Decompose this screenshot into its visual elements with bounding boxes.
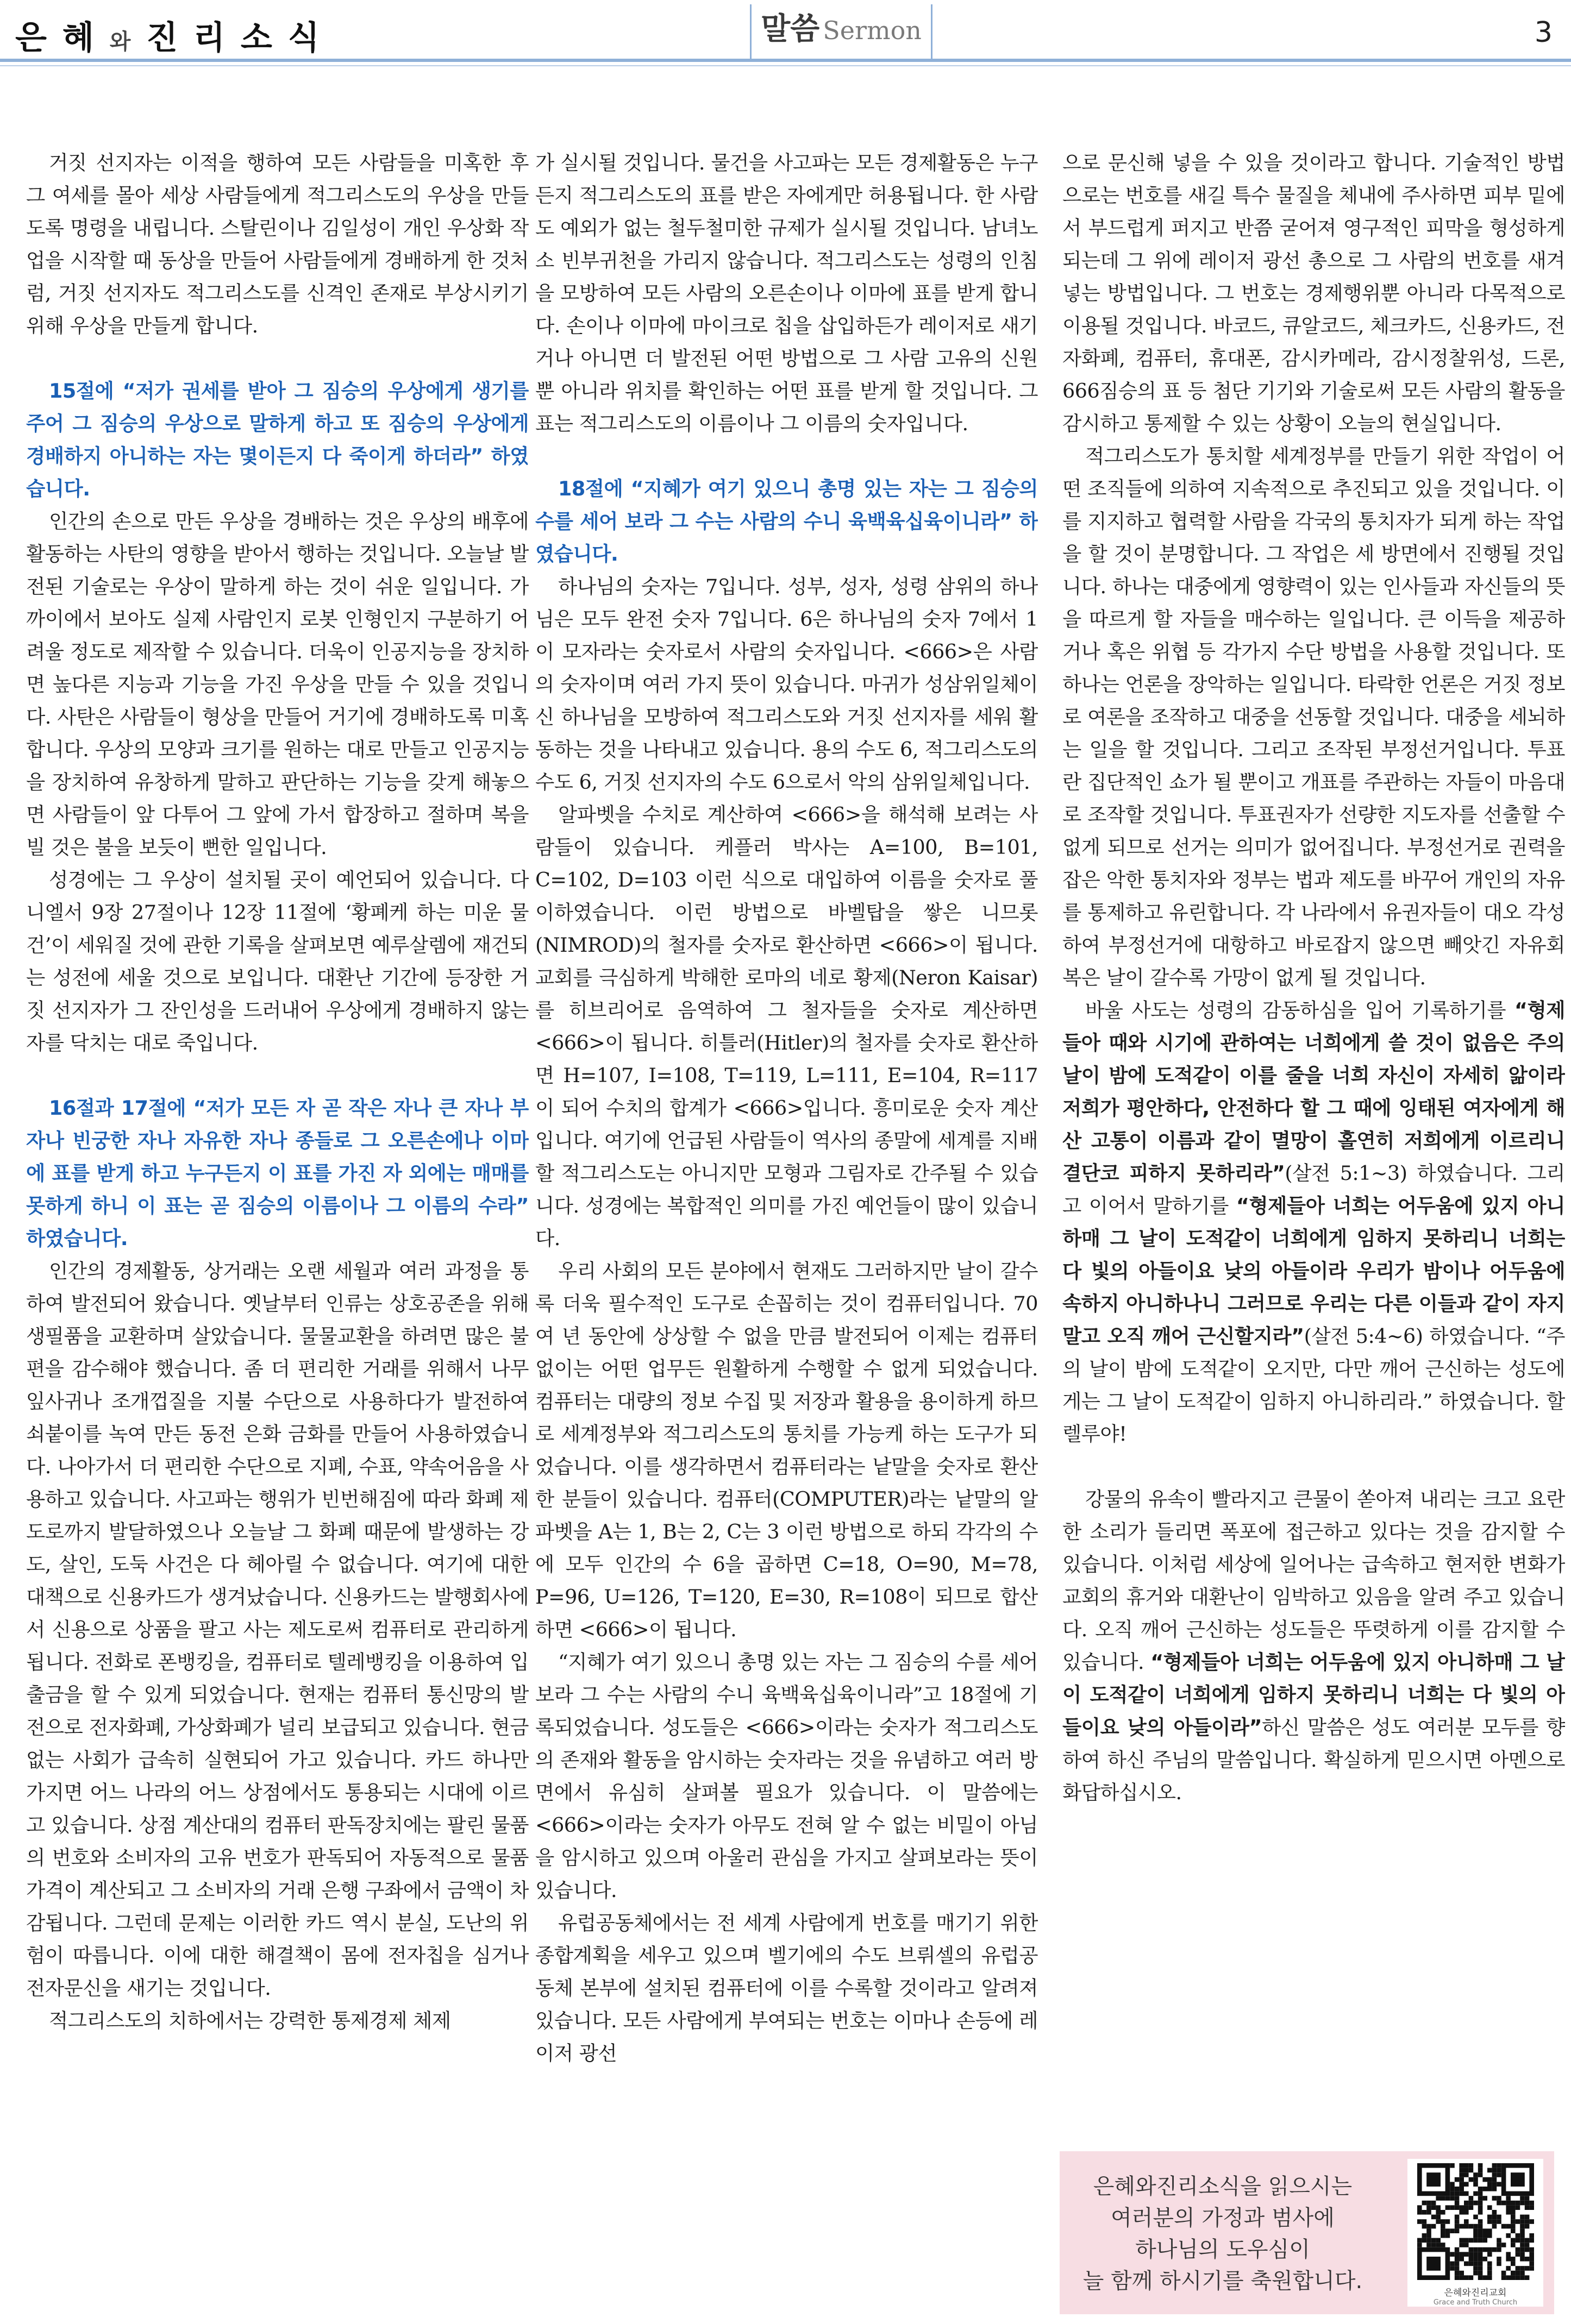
promo-box [1060,2151,1554,2314]
promo-line: 여러분의 가정과 범사에 [1111,2206,1335,2231]
section-tab [750,4,932,60]
text-run: 바울 사도는 성령의 감동하심을 입어 기록하기를 [1085,998,1506,1022]
newsletter-title [15,12,322,59]
section-name-en: Sermon [823,16,922,45]
text-run: 강물의 유속이 빨라지고 큰물이 쏟아져 내리는 크고 요란한 소리가 들리면 폭포에 접근하고 있다는 것을 감지할 수 있습니다. 이처럼 세상에 일어나는 급속하고 현저한 변화가 교회의 휴거와 대환난이 임박하고 있음을 알려 주고 있습니다. 오직 깨어 근신하는 성도들은 뚜렷하게 이를 감지할 수 있습니다. [1062,1487,1565,1674]
paragraph: 인간의 손으로 만든 우상을 경배하는 것은 우상의 배후에 활동하는 사탄의 영향을 받아서 행하는 것입니다. 오늘날 발전된 기술로는 우상이 말하게 하는 것이 쉬운 일입니다. 가까이에서 보아도 실제 사람인지 로봇 인형인지 구분하기 어려울 정도로 제작할 수 있습니다. 더욱이 인공지능을 장치하면 높다른 지능과 기능을 가진 우상을 만들 수 있을 것입니다. 사탄은 사람들이 형상을 만들어 거기에 경배하도록 미혹합니다. 우상의 모양과 크기를 원하는 대로 만들고 인공지능을 장치하여 유창하게 말하고 판단하는 기능을 갖게 해놓으면 사람들이 앞 다투어 그 앞에 가서 합장하고 절하며 복을 빌 것은 불을 보듯이 뻔한 일입니다. [26,510,529,859]
masthead [0,0,1571,68]
title-part-a: 은 혜 [15,19,96,57]
header-rule-thin [0,65,1571,66]
paragraph: 하나님의 숫자는 7입니다. 성부, 성자, 성령 삼위의 하나님은 모두 완전 숫자 7입니다. 6은 하나님의 숫자 7에서 1이 모자라는 숫자로서 사람의 숫자입니다. <666>은 사람의 숫자이며 여러 가지 뜻이 있습니다. 마귀가 성삼위일체이신 하나님을 모방하여 적그리스도와 거짓 선지자를 세워 활동하는 것을 나타내고 있습니다. 용의 수도 6, 적그리스도의 수도 6, 거짓 선지자의 수도 6으로서 악의 삼위일체입니다. [535,575,1038,794]
bold-quote: “형제들아 때와 시기에 관하여는 너희에게 쓸 것이 없음은 주의 날이 밤에 도적같이 이를 줄을 너희 자신이 자세히 앎이라 저희가 평안하다, 안전하다 할 그 때에 잉태된 여자에게 해산 고통이 이름과 같이 멸망이 홀연히 저희에게 이르리니 결단코 피하지 못하리라” [1062,998,1565,1185]
section-name-ko: 말씀 [761,11,820,47]
church-name-ko: 은혜와진리교회 [1444,2288,1507,2298]
header-rule [0,59,1571,62]
text-run: (살전 5:1~3) 하였습니다. 그리고 이어서 말하기를 [1062,1161,1565,1217]
paragraph: 성경에는 그 우상이 설치될 곳이 예언되어 있습니다. 다니엘서 9장 27절이나 12장 11절에 ‘황폐케 하는 미운 물건’이 세워질 것에 관한 기록을 살펴보면 예루살렘에 재건되는 성전에 세울 것으로 보입니다. 대환난 기간에 등장한 거짓 선지자가 그 잔인성을 드러내어 우상에게 경배하지 않는 자를 닥치는 대로 죽입니다. [26,868,529,1054]
scripture-quote: 15절에 “저가 권세를 받아 그 짐승의 우상에게 생기를 주어 그 짐승의 우상으로 말하게 하고 또 짐승의 우상에게 경배하지 아니하는 자는 몇이든지 다 죽이게 하더라” 하였습니다. [26,379,529,500]
paragraph: 적그리스도가 통치할 세계정부를 만들기 위한 작업이 어떤 조직들에 의하여 지속적으로 추진되고 있을 것입니다. 이를 지지하고 협력할 사람을 각국의 통치자가 되게 하는 작업을 할 것이 분명합니다. 그 작업은 세 방면에서 진행될 것입니다. 하나는 대중에게 영향력이 있는 인사들과 자신들의 뜻을 따르게 할 자들을 매수하는 일입니다. 큰 이득을 제공하거나 혹은 위협 등 각가지 수단 방법을 사용할 것입니다. 또 하나는 언론을 장악하는 일입니다. 타락한 언론은 거짓 정보로 여론을 조작하고 대중을 선동할 것입니다. 대중을 세뇌하는 일을 할 것입니다. 그리고 조작된 부정선거입니다. 투표란 집단적인 쇼가 될 뿐이고 개표를 주관하는 자들이 마음대로 조작할 것입니다. 투표권자가 선량한 지도자를 선출할 수 없게 되므로 선거는 의미가 없어집니다. 부정선거로 권력을 잡은 악한 통치자와 정부는 법과 제도를 바꾸어 개인의 자유를 통제하고 유린합니다. 각 나라에서 유권자들이 대오 각성하여 부정선거에 대항하고 바로잡지 않으면 빼앗긴 자유회복은 날이 갈수록 가망이 없게 될 것입니다. [1062,444,1565,989]
paragraph: 우리 사회의 모든 분야에서 현재도 그러하지만 날이 갈수록 더욱 필수적인 도구로 손꼽히는 것이 컴퓨터입니다. 70여 년 동안에 상상할 수 없을 만큼 발전되어 이제는 컴퓨터 없이는 어떤 업무든 원활하게 수행할 수 없게 되었습니다. 컴퓨터는 대량의 정보 수집 및 저장과 활용을 용이하게 하므로 세계정부와 적그리스도의 통치를 가능케 하는 도구가 되었습니다. 이를 생각하면서 컴퓨터라는 낱말을 숫자로 환산한 분들이 있습니다. 컴퓨터(COMPUTER)라는 낱말의 알파벳을 A는 1, B는 2, C는 3 이런 방법으로 하되 각각의 수에 모두 인간의 수 6을 곱하면 C=18, O=90, M=78, P=96, U=126, T=120, E=30, R=108이 되므로 합산하면 <666>이 됩니다. [535,1259,1038,1641]
paragraph: “지혜가 여기 있으니 총명 있는 자는 그 짐승의 수를 세어 보라 그 수는 사람의 수니 육백육십육이니라”고 18절에 기록되었습니다. 성도들은 <666>이라는 숫자가 적그리스도의 존재와 활동을 암시하는 숫자라는 것을 유념하고 여러 방면에서 유심히 살펴볼 필요가 있습니다. 이 말씀에는 <666>이라는 숫자가 아무도 전혀 알 수 없는 비밀이 아님을 암시하고 있으며 아울러 관심을 가지고 살펴보라는 뜻이 있습니다. [535,1650,1038,1902]
column-2 [535,147,1038,2309]
paragraph: 인간의 경제활동, 상거래는 오랜 세월과 여러 과정을 통하여 발전되어 왔습니다. 옛날부터 인류는 상호공존을 위해 생필품을 교환하며 살았습니다. 물물교환을 하려면 많은 불편을 감수해야 했습니다. 좀 더 편리한 거래를 위해서 나무 잎사귀나 조개껍질을 지불 수단으로 사용하다가 발전하여 쇠붙이를 녹여 만든 동전 은화 금화를 만들어 사용하였습니다. 나아가서 더 편리한 수단으로 지폐, 수표, 약속어음을 사용하고 있습니다. 사고파는 행위가 빈번해짐에 따라 화폐 제도로까지 발달하였으나 오늘날 그 화폐 때문에 발생하는 강도, 살인, 도둑 사건은 다 헤아릴 수 없습니다. 여기에 대한 대책으로 신용카드가 생겨났습니다. 신용카드는 발행회사에서 신용으로 상품을 팔고 사는 제도로써 컴퓨터로 관리하게 됩니다. 전화로 폰뱅킹을, 컴퓨터로 텔레뱅킹을 이용하여 입출금을 할 수 있게 되었습니다. 현재는 컴퓨터 통신망의 발전으로 전자화폐, 가상화폐가 널리 보급되고 있습니다. 현금 없는 사회가 급속히 실현되어 가고 있습니다. 카드 하나만 가지면 어느 나라의 어느 상점에서도 통용되는 시대에 이르고 있습니다. 상점 계산대의 컴퓨터 판독장치에는 팔린 물품의 번호와 소비자의 고유 번호가 판독되어 자동적으로 물품 가격이 계산되고 그 소비자의 거래 은행 구좌에서 금액이 차감됩니다. 그런데 문제는 이러한 카드 역시 분실, 도난의 위험이 따릅니다. 이에 대한 해결책이 몸에 전자칩을 심거나 전자문신을 새기는 것입니다. [26,1259,529,2000]
column-1 [26,147,529,2309]
promo-line: 하나님의 도우심이 [1135,2237,1310,2262]
qr-code-icon [1407,2159,1543,2286]
paragraph: 으로 문신해 넣을 수 있을 것이라고 합니다. 기술적인 방법으로는 번호를 새길 특수 물질을 체내에 주사하면 피부 밑에서 부드럽게 퍼지고 반쯤 굳어져 영구적인 피막을 형성하게 되는데 그 위에 레이저 광선 총으로 그 사람의 번호를 새겨 넣는 방법입니다. 그 번호는 경제행위뿐 아니라 다목적으로 이용될 것입니다. 바코드, 큐알코드, 체크카드, 신용카드, 전자화폐, 컴퓨터, 휴대폰, 감시카메라, 감시정찰위성, 드론, 666짐승의 표 등 첨단 기기와 기술로써 모든 사람의 활동을 감시하고 통제할 수 있는 상황이 오늘의 현실입니다. [1062,151,1565,435]
paragraph [1062,994,1565,1450]
scripture-quote: 16절과 17절에 “저가 모든 자 곧 작은 자나 큰 자나 부자나 빈궁한 자나 자유한 자나 종들로 그 오른손에나 이마에 표를 받게 하고 누구든지 이 표를 가진 자 외에는 매매를 못하게 하니 이 표는 곧 짐승의 이름이나 그 이름의 수라” 하였습니다. [26,1096,529,1250]
paragraph: 알파벳을 수치로 계산하여 <666>을 해석해 보려는 사람들이 있습니다. 케플러 박사는 A=100, B=101, C=102, D=103 이런 식으로 대입하여 이름을 숫자로 풀이하였습니다. 이런 방법으로 바벨탑을 쌓은 니므롯(NIMROD)의 철자를 숫자로 환산하면 <666>이 됩니다. 교회를 극심하게 박해한 로마의 네로 황제(Neron Kaisar)를 히브리어로 음역하여 그 철자들을 숫자로 계산하면 <666>이 됩니다. 히틀러(Hitler)의 철자를 숫자로 환산하면 H=107, I=108, T=119, L=111, E=104, R=117이 되어 수치의 합계가 <666>입니다. 흥미로운 숫자 계산입니다. 여기에 언급된 사람들이 역사의 종말에 세계를 지배할 적그리스도는 아니지만 모형과 그림자로 간주될 수 있습니다. 성경에는 복합적인 의미를 가진 예언들이 많이 있습니다. [535,803,1038,1250]
promo-line: 늘 함께 하시기를 축원합니다. [1082,2269,1363,2294]
promo-message [1081,2171,1364,2297]
page-number: 3 [1534,16,1553,49]
column-3 [1062,147,1565,2309]
church-name-en: Grace and Truth Church [1433,2298,1518,2307]
title-part-b: 진 리 소 식 [146,19,322,57]
scripture-quote: 18절에 “지혜가 여기 있으니 총명 있는 자는 그 짐승의 수를 세어 보라 그 수는 사람의 수니 육백육십육이니라” 하였습니다. [535,477,1038,566]
paragraph: 거짓 선지자는 이적을 행하여 모든 사람들을 미혹한 후 그 여세를 몰아 세상 사람들에게 적그리스도의 우상을 만들도록 명령을 내립니다. 스탈린이나 김일성이 개인 우상화 작업을 시작할 때 동상을 만들어 사람들에게 경배하게 한 것처럼, 거짓 선지자도 적그리스도를 신격인 존재로 부상시키기 위해 우상을 만들게 합니다. [26,151,529,337]
promo-line: 은혜와진리소식을 읽으시는 [1093,2174,1353,2199]
qr-code[interactable] [1407,2159,1543,2307]
paragraph: 유럽공동체에서는 전 세계 사람에게 번호를 매기기 위한 종합계획을 세우고 있으며 벨기에의 수도 브뤼셀의 유럽공동체 본부에 설치된 컴퓨터에 이를 수록할 것이라고 알려져 있습니다. 모든 사람에게 부여되는 번호는 이마나 손등에 레이저 광선 [535,1911,1038,2065]
text-run: 하신 말씀은 성도 여러분 모두를 향하여 하신 주님의 말씀입니다. 확실하게 믿으시면 아멘으로 화답하십시오. [1062,1716,1565,1804]
bold-quote: “형제들아 너희는 어두움에 있지 아니하매 그 날이 도적같이 너희에게 임하지 못하리니 너희는 다 빛의 아들이요 낮의 아들이라” [1062,1650,1565,1739]
qr-caption [1407,2288,1543,2308]
paragraph: 적그리스도의 치하에서는 강력한 통제경제 체제 [49,2009,451,2032]
title-part-wa: 와 [109,29,133,54]
paragraph: 가 실시될 것입니다. 물건을 사고파는 모든 경제활동은 누구든지 적그리스도의 표를 받은 자에게만 허용됩니다. 한 사람도 예외가 없는 철두철미한 규제가 실시될 것입니다. 남녀노소 빈부귀천을 가리지 않습니다. 적그리스도는 성령의 인침을 모방하여 모든 사람의 오른손이나 이마에 표를 받게 합니다. 손이나 이마에 마이크로 칩을 삽입하든가 레이저로 새기거나 아니면 더 발전된 어떤 방법으로 그 사람 고유의 신원뿐 아니라 위치를 확인하는 어떤 표를 받게 할 것입니다. 그 표는 적그리스도의 이름이나 그 이름의 숫자입니다. [535,151,1038,435]
bold-quote: “형제들아 너희는 어두움에 있지 아니하매 그 날이 도적같이 너희에게 임하지 못하리니 너희는 다 빛의 아들이요 낮의 아들이라 우리가 밤이나 어두움에 속하지 아니하나니 그러므로 우리는 다른 이들과 같이 자지 말고 오직 깨어 근신할지라” [1062,1194,1565,1348]
paragraph [1062,1483,1565,1809]
text-run: (살전 5:4~6) 하였습니다. “주의 날이 밤에 도적같이 오지만, 다만 깨어 근신하는 성도에게는 그 날이 도적같이 임하지 아니하리라.” 하였습니다. 할렐루야! [1062,1324,1565,1446]
